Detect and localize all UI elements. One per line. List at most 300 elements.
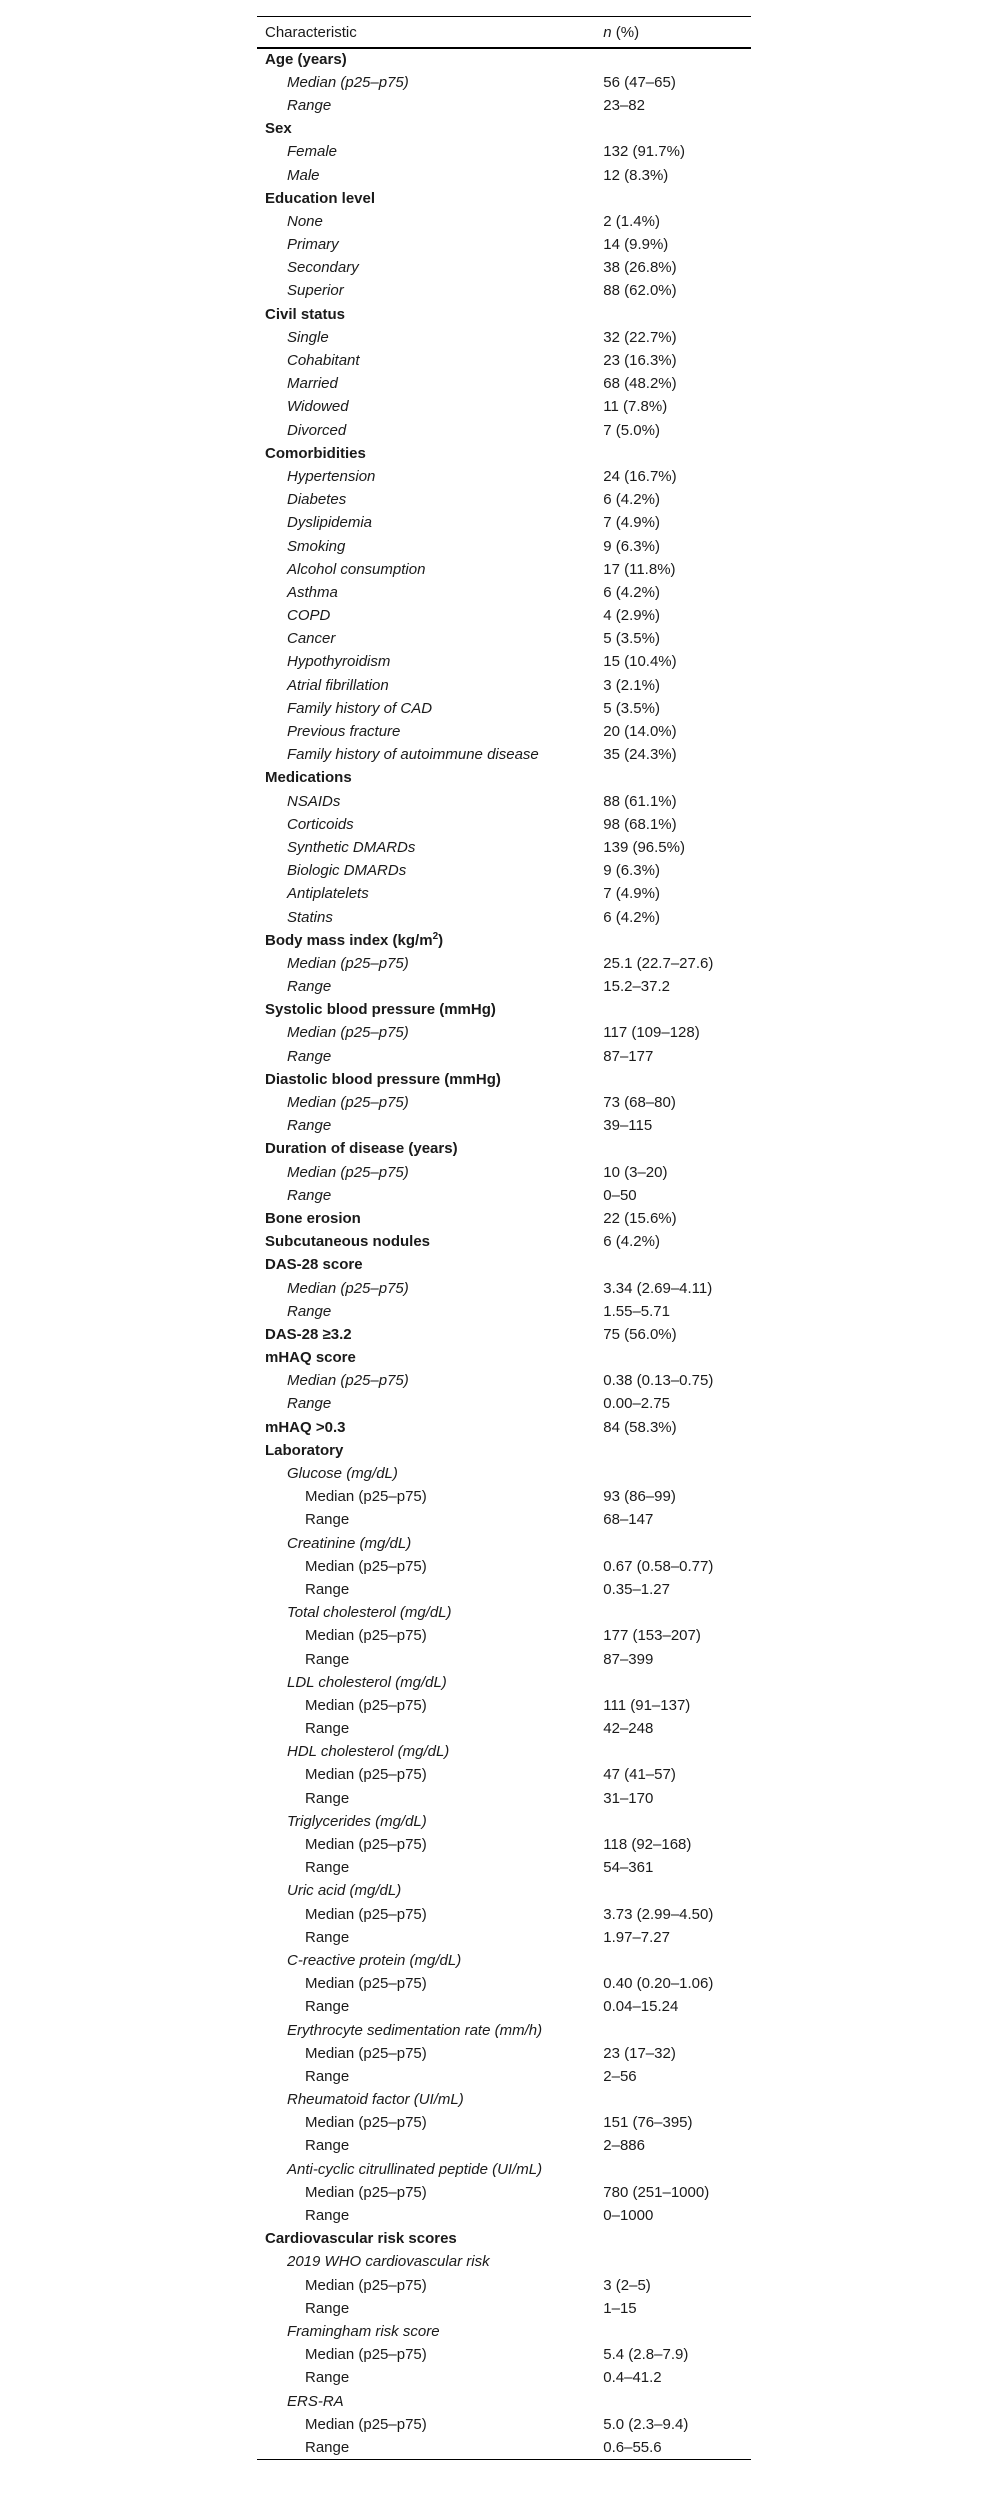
table-row: [257, 1509, 751, 1532]
row-label: [257, 1532, 603, 1555]
table-row: [257, 813, 751, 836]
row-label: [257, 48, 603, 71]
row-label: [257, 2344, 603, 2367]
row-label-text: Age (years): [265, 51, 347, 69]
row-value: 93 (86–99): [603, 1488, 676, 1506]
row-label: [257, 2436, 603, 2459]
row-value: 3.73 (2.99–4.50): [603, 1905, 714, 1923]
row-label-text: Range: [305, 1859, 350, 1877]
row-label: [257, 141, 603, 164]
row-value: [603, 2019, 751, 2042]
table-row: [257, 1115, 751, 1138]
row-value: 0.67 (0.58–0.77): [603, 1557, 714, 1575]
row-label-text: Dyslipidemia: [287, 514, 373, 532]
row-label-text: None: [287, 212, 323, 230]
row-value: [603, 767, 751, 790]
row-label-text: Corticoids: [287, 815, 354, 833]
row-label: [257, 535, 603, 558]
row-value: 7 (4.9%): [603, 514, 660, 532]
row-label: [257, 1694, 603, 1717]
row-label-text: Uric acid (mg/dL): [287, 1882, 402, 1900]
row-label-text: Median (p25–p75): [305, 2044, 427, 2062]
row-label-text: Median (p25–p75): [305, 1836, 427, 1854]
table-row: [257, 605, 751, 628]
table-row: [257, 1903, 751, 1926]
row-value: 5 (3.5%): [603, 630, 660, 648]
row-value: [603, 2390, 751, 2413]
table-row: [257, 2413, 751, 2436]
table-row: [257, 141, 751, 164]
table-row: [257, 674, 751, 697]
row-label-text: Range: [305, 1511, 350, 1529]
row-label: [257, 999, 603, 1022]
table-row: [257, 234, 751, 257]
row-label: [257, 187, 603, 210]
table-row: [257, 1486, 751, 1509]
table-section-row: [257, 303, 751, 326]
row-value: 6 (4.2%): [603, 583, 660, 601]
row-label: [257, 118, 603, 141]
row-value: 10 (3–20): [603, 1163, 668, 1181]
row-value: 2 (1.4%): [603, 212, 660, 230]
table-section-row: [257, 1347, 751, 1370]
table-row: [257, 1370, 751, 1393]
row-label: [257, 2413, 603, 2436]
row-value: 151 (76–395): [603, 2114, 693, 2132]
table-row: [257, 1532, 751, 1555]
table-row: [257, 2436, 751, 2459]
row-value: [603, 1439, 751, 1462]
row-label-text: Body mass index (kg/m: [265, 931, 433, 949]
row-label-text: Smoking: [287, 537, 346, 555]
row-value: 0.00–2.75: [603, 1395, 670, 1413]
row-label-text: ERS-RA: [287, 2392, 344, 2410]
table-row: [257, 419, 751, 442]
row-value: 3 (2.1%): [603, 676, 660, 694]
table-row: [257, 326, 751, 349]
row-label: [257, 442, 603, 465]
row-label: [257, 1973, 603, 1996]
table-row: [257, 2367, 751, 2390]
row-label-text: Range: [305, 2207, 350, 2225]
row-label-text: Hypothyroidism: [287, 653, 391, 671]
row-value: [603, 1462, 751, 1485]
table-row: [257, 164, 751, 187]
table-row: [257, 952, 751, 975]
table-header-row: [257, 17, 751, 49]
row-value: 3.34 (2.69–4.11): [603, 1279, 713, 1297]
row-label: [257, 2158, 603, 2181]
table-row: [257, 836, 751, 859]
row-value: 6 (4.2%): [603, 1233, 660, 1251]
row-label-text: Diabetes: [287, 491, 347, 509]
row-label-text: Median (p25–p75): [305, 1488, 427, 1506]
table-section-row: [257, 118, 751, 141]
row-label-text: Range: [305, 2369, 350, 2387]
row-value: 84 (58.3%): [603, 1418, 677, 1436]
row-label: [257, 929, 603, 952]
row-label: [257, 1555, 603, 1578]
row-label-text: Creatinine (mg/dL): [287, 1534, 412, 1552]
row-label: [257, 210, 603, 233]
row-value: 3 (2–5): [603, 2276, 651, 2294]
row-label: [257, 744, 603, 767]
row-label-text: Asthma: [287, 583, 338, 601]
row-value: 23 (16.3%): [603, 352, 677, 370]
characteristics-table-container: [257, 16, 751, 2460]
table-row: [257, 396, 751, 419]
row-label-text: Median (p25–p75): [305, 1905, 427, 1923]
row-value: [603, 118, 751, 141]
row-label-text: Glucose (mg/dL): [287, 1465, 398, 1483]
row-value: 6 (4.2%): [603, 491, 660, 509]
row-label: [257, 1022, 603, 1045]
row-label: [257, 1068, 603, 1091]
table-row: [257, 744, 751, 767]
row-label: [257, 1161, 603, 1184]
row-value: 56 (47–65): [603, 73, 676, 91]
row-label: [257, 1625, 603, 1648]
table-row: [257, 1810, 751, 1833]
row-label: [257, 303, 603, 326]
table-section-row: [257, 2228, 751, 2251]
row-label-text: Median (p25–p75): [287, 1024, 409, 1042]
row-label: [257, 1323, 603, 1346]
row-value: 98 (68.1%): [603, 815, 677, 833]
row-label: [257, 1138, 603, 1161]
row-label-text: Sex: [265, 120, 292, 138]
row-label-text: Range: [305, 1789, 350, 1807]
row-label: [257, 2228, 603, 2251]
row-label: [257, 2135, 603, 2158]
row-label: [257, 1462, 603, 1485]
row-value: 15.2–37.2: [603, 978, 670, 996]
row-label: [257, 71, 603, 94]
row-value: [603, 1810, 751, 1833]
row-label-text: Range: [287, 96, 332, 114]
table-row: [257, 2065, 751, 2088]
row-label: [257, 1857, 603, 1880]
table-row: [257, 1996, 751, 2019]
table-row: [257, 71, 751, 94]
row-label: [257, 2019, 603, 2042]
row-value: 1.55–5.71: [603, 1302, 670, 1320]
table-row: [257, 512, 751, 535]
row-value: [603, 1254, 751, 1277]
row-value: 177 (153–207): [603, 1627, 701, 1645]
row-label: [257, 1439, 603, 1462]
row-value: 1–15: [603, 2299, 637, 2317]
row-value: 118 (92–168): [603, 1836, 692, 1854]
row-label: [257, 1347, 603, 1370]
row-label: [257, 860, 603, 883]
row-value: 42–248: [603, 1720, 654, 1738]
row-label: [257, 1926, 603, 1949]
row-label-text: Alcohol consumption: [287, 560, 426, 578]
row-label-text: Range: [305, 2438, 350, 2456]
table-row: [257, 558, 751, 581]
row-value: 139 (96.5%): [603, 838, 685, 856]
row-value: [603, 1138, 751, 1161]
row-value: 117 (109–128): [603, 1024, 700, 1042]
row-label: [257, 1949, 603, 1972]
row-label-text: Primary: [287, 236, 339, 254]
table-row: [257, 2112, 751, 2135]
row-value: 23–82: [603, 96, 645, 114]
table-row: [257, 1718, 751, 1741]
table-row: [257, 883, 751, 906]
row-value: 88 (62.0%): [603, 282, 677, 300]
row-label-text: Median (p25–p75): [305, 1627, 427, 1645]
row-label-text: Superior: [287, 282, 344, 300]
row-label-text: Median (p25–p75): [305, 1766, 427, 1784]
row-label-text: Median (p25–p75): [287, 1163, 409, 1181]
row-label: [257, 1277, 603, 1300]
row-label: [257, 1115, 603, 1138]
table-row: [257, 581, 751, 604]
row-label: [257, 651, 603, 674]
row-label: [257, 2320, 603, 2343]
row-label: [257, 257, 603, 280]
table-row: [257, 1973, 751, 1996]
row-value: 9 (6.3%): [603, 862, 660, 880]
row-label-text: Medications: [265, 769, 352, 787]
row-label-text: Range: [287, 1117, 332, 1135]
row-label: [257, 465, 603, 488]
row-label-text: Married: [287, 375, 338, 393]
row-value: 14 (9.9%): [603, 236, 669, 254]
table-row: [257, 697, 751, 720]
table-row: [257, 1462, 751, 1485]
table-row: [257, 1648, 751, 1671]
row-label-text: Subcutaneous nodules: [265, 1233, 431, 1251]
row-label-text: Male: [287, 166, 320, 184]
row-label: [257, 1254, 603, 1277]
table-row: [257, 1045, 751, 1068]
table-row: [257, 373, 751, 396]
row-value: [603, 187, 751, 210]
table-row: [257, 94, 751, 117]
row-label: [257, 2112, 603, 2135]
row-label-text: Median (p25–p75): [287, 1279, 409, 1297]
row-value: 5.4 (2.8–7.9): [603, 2346, 689, 2364]
table-row: [257, 790, 751, 813]
row-value: 32 (22.7%): [603, 328, 677, 346]
row-label: [257, 1741, 603, 1764]
row-label: [257, 1486, 603, 1509]
row-label-text: Family history of CAD: [287, 699, 433, 717]
row-label: [257, 2297, 603, 2320]
header-n-percent: [603, 17, 751, 49]
row-label: [257, 1045, 603, 1068]
table-section-row: [257, 1231, 751, 1254]
row-value: 9 (6.3%): [603, 537, 660, 555]
row-value: 87–177: [603, 1047, 654, 1065]
header-characteristic: Characteristic: [257, 17, 603, 49]
table-row: [257, 1602, 751, 1625]
table-section-row: [257, 1439, 751, 1462]
table-row: [257, 1694, 751, 1717]
table-section-row: [257, 1207, 751, 1230]
table-row: [257, 2158, 751, 2181]
row-label: [257, 1671, 603, 1694]
row-value: 5 (3.5%): [603, 699, 660, 717]
row-label: [257, 2089, 603, 2112]
row-label-text: Diastolic blood pressure (mmHg): [265, 1070, 501, 1088]
table-row: [257, 1671, 751, 1694]
row-label-text: COPD: [287, 607, 331, 625]
row-value: 17 (11.8%): [603, 560, 676, 578]
row-value: 25.1 (22.7–27.6): [603, 954, 714, 972]
row-value: 7 (4.9%): [603, 885, 660, 903]
row-value: 75 (56.0%): [603, 1325, 677, 1343]
row-label: [257, 234, 603, 257]
row-value: 0–1000: [603, 2207, 654, 2225]
row-value: 47 (41–57): [603, 1766, 676, 1784]
row-label: [257, 1509, 603, 1532]
row-label: [257, 628, 603, 651]
row-label-text: Widowed: [287, 398, 349, 416]
row-label: [257, 697, 603, 720]
row-label-text: Triglycerides (mg/dL): [287, 1812, 427, 1830]
row-label: [257, 1393, 603, 1416]
row-label-text: Range: [287, 1302, 332, 1320]
table-section-row: [257, 999, 751, 1022]
table-section-row: [257, 1323, 751, 1346]
row-label: [257, 674, 603, 697]
row-label: [257, 813, 603, 836]
row-label-text: DAS-28 ≥3.2: [265, 1325, 352, 1343]
row-value: 15 (10.4%): [603, 653, 677, 671]
row-label: [257, 883, 603, 906]
table-section-row: [257, 187, 751, 210]
row-label-text: Median (p25–p75): [287, 1372, 409, 1390]
row-label-text: Bone erosion: [265, 1209, 361, 1227]
row-label-text: Range: [287, 1395, 332, 1413]
row-label-text: Female: [287, 143, 338, 161]
row-label-superscript: 2: [432, 930, 439, 942]
row-value: 0.40 (0.20–1.06): [603, 1975, 714, 1993]
row-value: 6 (4.2%): [603, 908, 660, 926]
table-row: [257, 1300, 751, 1323]
row-value: 73 (68–80): [603, 1094, 676, 1112]
row-label: [257, 767, 603, 790]
row-label-text: Range: [305, 2137, 350, 2155]
table-row: [257, 1555, 751, 1578]
row-label-text: Laboratory: [265, 1441, 344, 1459]
row-value: 4 (2.9%): [603, 607, 660, 625]
table-section-row: [257, 767, 751, 790]
row-value: 35 (24.3%): [603, 746, 677, 764]
table-section-row: [257, 442, 751, 465]
table-row: [257, 651, 751, 674]
header-percent: (%): [611, 23, 640, 41]
table-section-row: [257, 1416, 751, 1439]
table-row: [257, 1578, 751, 1601]
row-label: [257, 419, 603, 442]
row-label: [257, 1300, 603, 1323]
row-label-text: Framingham risk score: [287, 2322, 440, 2340]
row-label: [257, 1648, 603, 1671]
row-label: [257, 2274, 603, 2297]
row-value: [603, 442, 751, 465]
row-label-text: Range: [305, 1998, 350, 2016]
table-section-row: [257, 1138, 751, 1161]
row-label: [257, 1231, 603, 1254]
table-row: [257, 535, 751, 558]
row-label-text: Anti-cyclic citrullinated peptide (UI/mL): [287, 2160, 543, 2178]
row-label-text: Range: [287, 1047, 332, 1065]
table-row: [257, 280, 751, 303]
row-label-text: Cardiovascular risk scores: [265, 2230, 457, 2248]
table-row: [257, 1161, 751, 1184]
row-label: [257, 1880, 603, 1903]
row-label-text: DAS-28 score: [265, 1256, 363, 1274]
row-label-text: NSAIDs: [287, 792, 341, 810]
row-label: [257, 1091, 603, 1114]
row-label-text: LDL cholesterol (mg/dL): [287, 1673, 447, 1691]
row-label: [257, 906, 603, 929]
row-label-text: Single: [287, 328, 329, 346]
row-label-text: Median (p25–p75): [305, 1557, 427, 1575]
row-label: [257, 164, 603, 187]
row-value: [603, 929, 751, 952]
row-label: [257, 396, 603, 419]
table-row: [257, 1926, 751, 1949]
row-label: [257, 1416, 603, 1439]
row-label: [257, 1764, 603, 1787]
row-value: 39–115: [603, 1117, 653, 1135]
table-row: [257, 860, 751, 883]
row-label-text: Range: [305, 1580, 350, 1598]
row-label-text: Median (p25–p75): [305, 2346, 427, 2364]
row-value: 780 (251–1000): [603, 2183, 710, 2201]
row-label-text: Synthetic DMARDs: [287, 838, 416, 856]
row-label: [257, 1184, 603, 1207]
table-row: [257, 349, 751, 372]
row-label-text: Divorced: [287, 421, 347, 439]
table-row: [257, 2390, 751, 2413]
row-label-text: Range: [305, 1928, 350, 1946]
row-label-text: Median (p25–p75): [287, 954, 409, 972]
row-label: [257, 373, 603, 396]
row-label-text: Previous fracture: [287, 723, 401, 741]
table-row: [257, 210, 751, 233]
row-value: [603, 2158, 751, 2181]
row-label-text: Range: [287, 1186, 332, 1204]
row-label: [257, 2251, 603, 2274]
table-row: [257, 1184, 751, 1207]
table-row: [257, 2089, 751, 2112]
table-row: [257, 2181, 751, 2204]
row-label: [257, 605, 603, 628]
row-label-text: Comorbidities: [265, 444, 366, 462]
row-value: 111 (91–137): [603, 1696, 691, 1714]
row-label-text: Range: [287, 978, 332, 996]
row-label-text: Median (p25–p75): [305, 2276, 427, 2294]
row-label-text: mHAQ >0.3: [265, 1418, 346, 1436]
row-label-text: Range: [305, 1720, 350, 1738]
row-label-text: Median (p25–p75): [287, 73, 409, 91]
table-section-row: [257, 48, 751, 71]
row-label: [257, 2181, 603, 2204]
row-label: [257, 1903, 603, 1926]
row-label: [257, 512, 603, 535]
row-value: [603, 2320, 751, 2343]
table-row: [257, 2320, 751, 2343]
row-label-text: Civil status: [265, 305, 346, 323]
table-row: [257, 1277, 751, 1300]
